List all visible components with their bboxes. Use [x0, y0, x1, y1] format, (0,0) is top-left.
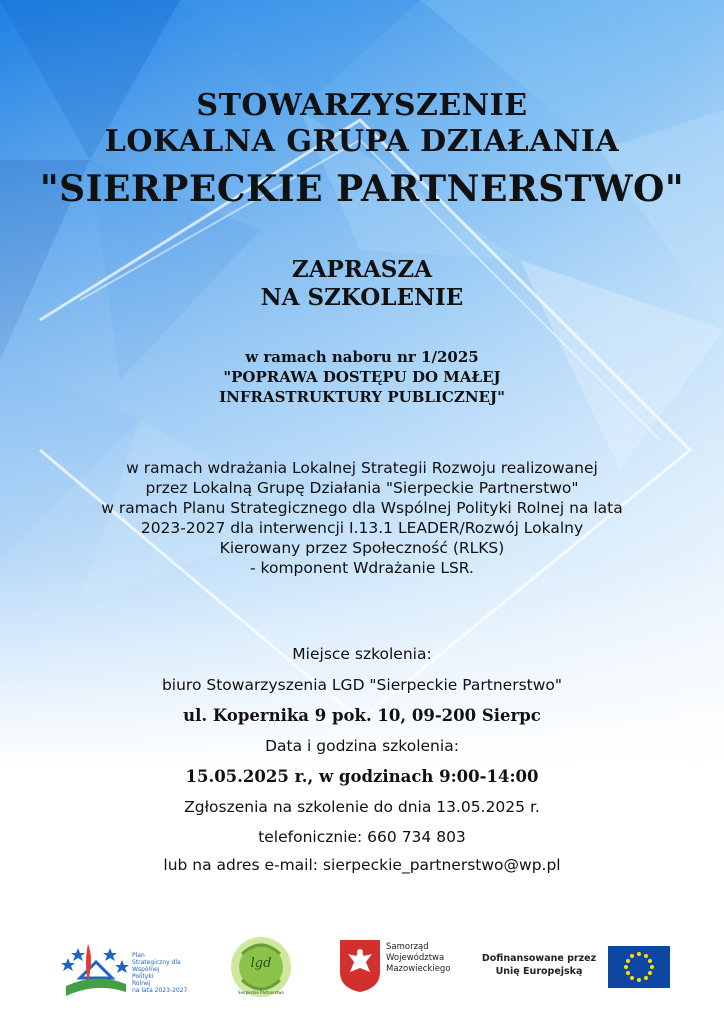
description-line-5: Kierowany przez Społeczność (RLKS) — [219, 539, 505, 557]
lgd-logo-caption: Sierpeckie Partnerstwo — [237, 990, 285, 995]
place-name: biuro Stowarzyszenia LGD "Sierpeckie Partnerstwo" — [161, 676, 563, 694]
registration-deadline: Zgłoszenia na szkolenie do dnia 13.05.2025 r. — [184, 798, 540, 816]
header-line-1: STOWARZYSZENIE — [196, 88, 528, 123]
datetime: 15.05.2025 r., w godzinach 9:00-14:00 — [185, 767, 539, 786]
header-line-2: LOKALNA GRUPA DZIAŁANIA — [104, 124, 620, 159]
email-contact: lub na adres e-mail: sierpeckie_partnerstwo@wp.pl — [163, 856, 561, 874]
logo-bar — [0, 930, 724, 1010]
ps-line-1: Plan — [132, 952, 145, 959]
eu-cofinancing-logo — [474, 946, 674, 990]
eu-flag-icon — [608, 946, 670, 988]
ps-line-4: Polityki — [132, 973, 154, 980]
samorzad-line-3: Mazowieckiego — [386, 964, 451, 974]
ps-line-6: na lata 2023-2027 — [132, 987, 188, 994]
plan-strategiczny-emblem-icon — [58, 938, 133, 1002]
lgd-logo — [228, 934, 294, 1000]
description-line-2: przez Lokalną Grupę Działania "Sierpeckie Partnerstwo" — [145, 479, 579, 497]
description-line-4: 2023-2027 dla interwencji I.13.1 LEADER/Rozwój Lokalny — [140, 519, 584, 537]
eu-text-line-1: Dofinansowane przez — [481, 953, 597, 964]
lgd-logo-text: lgd — [250, 956, 272, 971]
samorzad-line-1: Samorząd — [386, 942, 429, 952]
nabor-line-3: INFRASTRUKTURY PUBLICZNEJ" — [219, 388, 505, 406]
header-line-3: "SIERPECKIE PARTNERSTWO" — [39, 168, 685, 210]
samorzad-line-2: Województwa — [386, 953, 445, 963]
invite-line-2: NA SZKOLENIE — [260, 284, 464, 311]
plan-strategiczny-logo — [58, 938, 208, 1002]
samorzad-mazowiecki-logo — [338, 938, 451, 1002]
address: ul. Kopernika 9 pok. 10, 09-200 Sierpc — [183, 706, 541, 725]
eu-text-line-2: Unię Europejską — [495, 966, 583, 977]
ps-line-3: Wspólnej — [132, 966, 160, 973]
nabor-line-2: "POPRAWA DOSTĘPU DO MAŁEJ — [223, 368, 501, 386]
description-line-1: w ramach wdrażania Lokalnej Strategii Rozwoju realizowanej — [126, 459, 598, 477]
datetime-label: Data i godzina szkolenia: — [265, 737, 459, 755]
ps-line-5: Rolnej — [132, 980, 151, 987]
description-line-6: - komponent Wdrażanie LSR. — [250, 559, 474, 577]
description-line-3: w ramach Planu Strategicznego dla Wspólnej Polityki Rolnej na lata — [101, 499, 623, 517]
nabor-line-1: w ramach naboru nr 1/2025 — [245, 348, 479, 366]
phone-contact: telefonicznie: 660 734 803 — [258, 828, 466, 846]
place-label: Miejsce szkolenia: — [292, 645, 432, 663]
ps-line-2: Strategiczny dla — [132, 959, 181, 966]
mazowsze-eagle-shield-icon — [338, 938, 382, 994]
invite-line-1: ZAPRASZA — [291, 256, 433, 283]
